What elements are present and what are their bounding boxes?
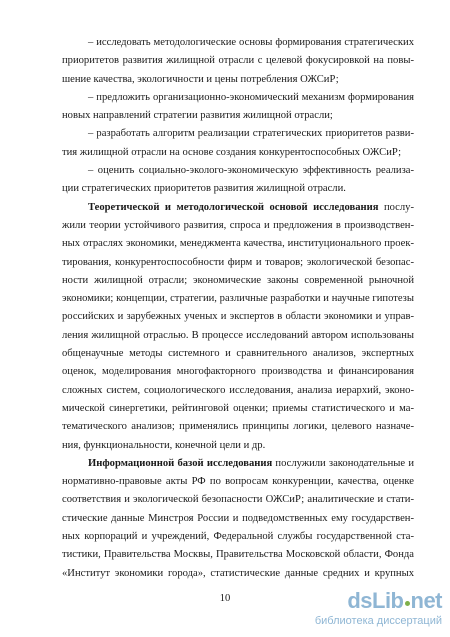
text-line (62, 125, 414, 143)
text-line (62, 52, 414, 70)
text-line (62, 363, 414, 381)
text-line (62, 34, 414, 52)
text-line (62, 235, 414, 253)
text-line-content: ния, функциональности, конечной цели и др. (62, 439, 266, 451)
text-line-content: оценок, моделирования многофакторного производства и финансирования (62, 366, 414, 378)
watermark[interactable] (314, 588, 442, 632)
text-line-content: стические данные Минстроя России и подведомственных ему государствен- (62, 512, 414, 524)
text-line (62, 418, 414, 436)
text-line-content: ления жилищной отраслью. В процессе исследований автором использованы (62, 329, 414, 341)
text-line-content: тематического анализов; применялись принципы логики, целевого назначе- (62, 421, 414, 433)
text-line (62, 565, 414, 583)
text-line-content: соответствия и экологической безопасности ОЖСиР; аналитические и стати- (62, 494, 414, 506)
text-line (62, 107, 414, 125)
text-line-content: мической синергетики, рейтинговой оценки; приемы статистического и ма- (62, 402, 414, 414)
text-line (62, 162, 414, 180)
text-line (62, 89, 414, 107)
watermark-logo-part-b: net (410, 588, 442, 613)
text-line-content: нормативно-правовые акты РФ по вопросам конкуренции, качества, оценке (62, 476, 414, 488)
text-line (62, 71, 414, 89)
bold-heading-phrase: Информационной базой исследования (88, 457, 273, 469)
text-line (62, 345, 414, 363)
text-line-content: послужили законодательные и (272, 457, 414, 469)
text-line (62, 180, 414, 198)
text-line (62, 217, 414, 235)
text-line-content: «Институт экономики города», статистические данные средних и крупных (62, 567, 414, 579)
text-line (62, 199, 414, 217)
text-line-content: ции стратегических приоритетов развития жилищной отрасли. (62, 183, 346, 195)
text-line (62, 308, 414, 326)
text-line (62, 400, 414, 418)
text-line (62, 528, 414, 546)
text-line (62, 546, 414, 564)
text-line-content: жили теории устойчивого развития, спроса и предложения в производствен- (62, 219, 414, 231)
text-line-content: ных отраслях экономики, менеджмента качества, институционального проек- (62, 238, 414, 250)
text-line (62, 437, 414, 455)
text-line-content: ности жилищной отрасли; экономические законы современной рыночной (62, 274, 414, 286)
text-line-content: российских и зарубежных ученых и экспертов в области экономики и управ- (62, 311, 414, 323)
text-line (62, 491, 414, 509)
text-line (62, 510, 414, 528)
text-line (62, 473, 414, 491)
text-line (62, 455, 414, 473)
bold-heading-phrase: Теоретической и методологической основой исследования (88, 201, 379, 213)
text-line-content: сложных систем, социологического исследования, анализа иерархий, эконо- (62, 384, 414, 396)
text-line (62, 144, 414, 162)
text-line-content: общенаучные методы системного и сравнительного анализов, экспертных (62, 348, 414, 360)
text-line-content: шение качества, экологичности и цены потребления ОЖСиР; (62, 73, 339, 85)
text-line-content: – разработать алгоритм реализации стратегических приоритетов разви- (88, 128, 414, 140)
text-line (62, 327, 414, 345)
page-number: 10 (219, 593, 231, 604)
watermark-logo-part-a: dsLib (347, 588, 404, 613)
text-line-content: – оценить социально-эколого-экономическую эффективность реализа- (88, 165, 414, 177)
text-line-content: экономики; концепции, стратегии, различные разработки и научные гипотезы (62, 293, 414, 305)
text-line-content: тирования, конкурентоспособности фирм и товаров; экологической безопас- (62, 256, 414, 268)
watermark-logo (347, 588, 442, 614)
text-line (62, 254, 414, 272)
text-line-content: тистики, Правительства Москвы, Правительства Московской области, Фонда (62, 549, 414, 561)
text-line (62, 272, 414, 290)
text-line-content: – предложить организационно-экономический механизм формирования (88, 91, 414, 103)
text-line (62, 290, 414, 308)
text-line (62, 382, 414, 400)
text-line-content: приоритетов развития жилищной отрасли с целевой фокусировкой на повы- (62, 55, 414, 67)
text-line-content: послу- (378, 201, 414, 213)
text-line-content: тия жилищной отрасли на основе создания конкурентоспособных ОЖСиР; (62, 146, 402, 158)
text-line-content: ных корпораций и учреждений, Федеральной службы государственной ста- (62, 531, 414, 543)
text-line-content: – исследовать методологические основы формирования стратегических (88, 37, 414, 48)
text-line-content: новых направлений стратегии развития жилищной отрасли; (62, 110, 333, 122)
body-text (62, 34, 414, 583)
watermark-subtitle: библиотека диссертаций (314, 615, 442, 627)
watermark-dot-icon (405, 601, 410, 606)
